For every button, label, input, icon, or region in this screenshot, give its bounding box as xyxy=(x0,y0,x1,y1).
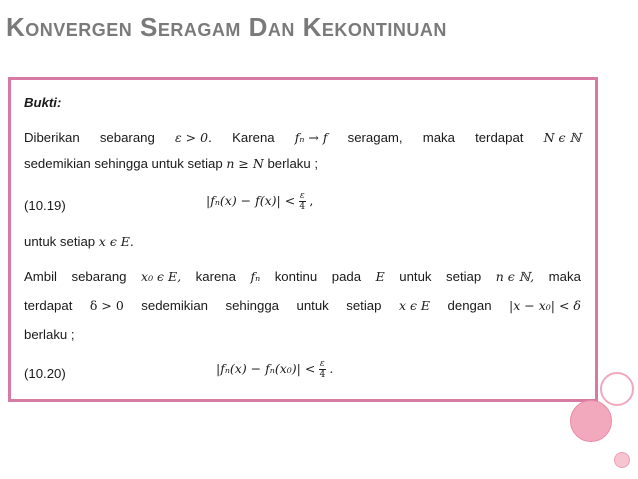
paragraph-1-line-1 xyxy=(24,130,581,146)
text: sedemikian sehingga untuk setiap xyxy=(24,156,223,171)
word: seragam, xyxy=(347,130,403,145)
word: sebarang xyxy=(71,269,127,284)
math-fn-to-f: fₙ → f xyxy=(294,130,328,145)
paragraph-2 xyxy=(24,234,134,250)
word: terdapat xyxy=(24,298,73,313)
equation-label-1020: (10.20) xyxy=(24,366,66,381)
word: untuk xyxy=(399,269,432,284)
word: maka xyxy=(548,269,581,284)
word: maka xyxy=(422,130,455,145)
math-n-in-naturals: n ϵ ℕ, xyxy=(495,269,535,284)
word: setiap xyxy=(346,298,382,313)
equation-tail: . xyxy=(329,360,334,376)
word: kontinu xyxy=(274,269,318,284)
fraction-numerator: ε xyxy=(319,359,325,369)
math-epsilon: ε > 0. xyxy=(174,130,212,145)
equation-1020 xyxy=(216,359,333,380)
fraction-numerator: ε xyxy=(299,191,305,201)
math-distance-less-delta: |x − x₀| < δ xyxy=(509,298,581,313)
proof-heading: Bukti: xyxy=(24,95,62,110)
word: sehingga xyxy=(225,298,280,313)
text: berlaku ; xyxy=(267,156,319,171)
paragraph-3-line-2 xyxy=(24,298,581,314)
word: untuk xyxy=(296,298,329,313)
equation-label-1019: (10.19) xyxy=(24,198,66,213)
word: sebarang xyxy=(99,130,155,145)
fraction xyxy=(319,359,326,380)
decorative-circle-large xyxy=(570,400,612,442)
math-n-geq-N: n ≥ N xyxy=(226,156,264,171)
word: sedemikian xyxy=(141,298,208,313)
math-E: E xyxy=(375,269,385,284)
equation-tail: , xyxy=(309,192,314,208)
word: Diberikan xyxy=(24,130,80,145)
slide-title: Konvergen Seragam Dan Kekontinuan xyxy=(6,12,447,42)
equation-1019 xyxy=(206,191,313,212)
text: untuk setiap xyxy=(24,234,96,249)
word: Ambil xyxy=(24,269,57,284)
decorative-circle-small xyxy=(614,452,630,468)
math-x-in-E: x ϵ E xyxy=(398,298,431,313)
paragraph-1-line-2 xyxy=(24,156,318,172)
word: terdapat xyxy=(475,130,524,145)
word: dengan xyxy=(447,298,492,313)
fraction xyxy=(299,191,306,212)
paragraph-3-line-1 xyxy=(24,269,581,285)
math-fn: fₙ xyxy=(250,269,261,284)
math-x-in-E: x ϵ E. xyxy=(98,234,134,249)
math-delta-positive: δ > 0 xyxy=(89,298,124,313)
equation-lhs: |fₙ(x) − f(x)| < xyxy=(206,192,296,208)
equation-lhs: |fₙ(x) − fₙ(x₀)| < xyxy=(216,360,316,376)
content-box xyxy=(8,77,598,402)
fraction-denominator: 4 xyxy=(319,370,326,380)
word: Karena xyxy=(232,130,275,145)
decorative-ring xyxy=(600,372,634,406)
word: setiap xyxy=(446,269,482,284)
word: karena xyxy=(195,269,236,284)
math-n-in-naturals: N ϵ ℕ xyxy=(543,130,581,145)
paragraph-3-line-3: berlaku ; xyxy=(24,327,75,342)
word: pada xyxy=(331,269,362,284)
math-x0-in-E: x₀ ϵ E, xyxy=(141,269,182,284)
fraction-denominator: 4 xyxy=(299,202,306,212)
